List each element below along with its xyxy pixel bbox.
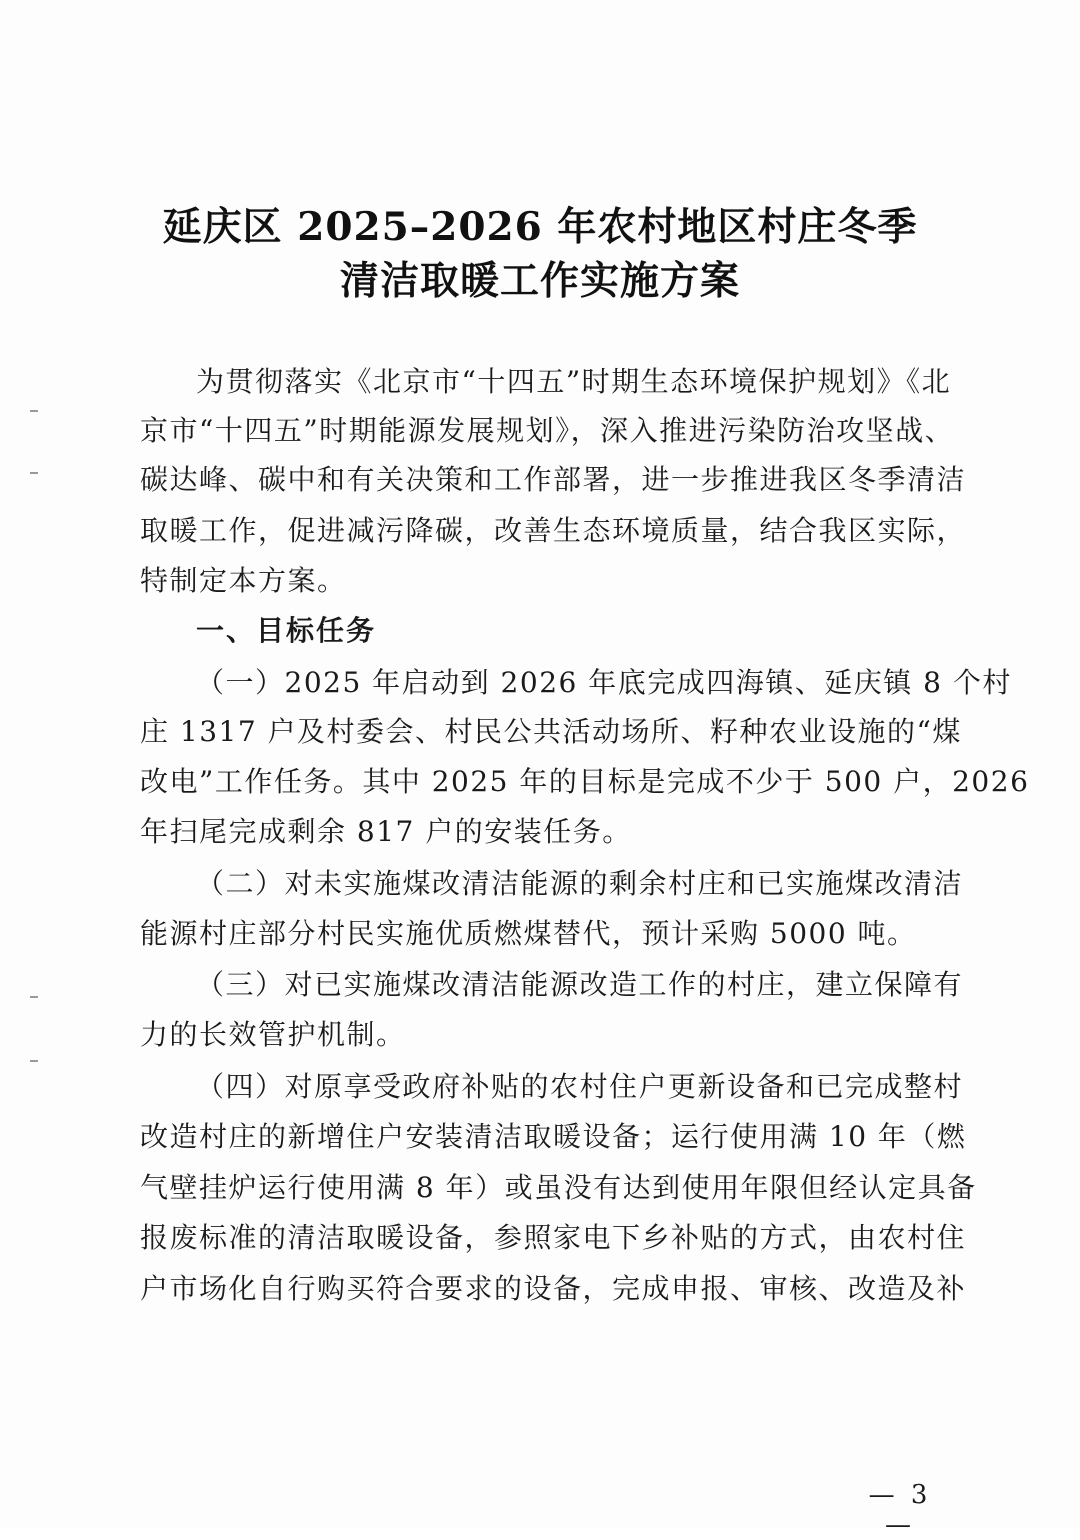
paragraph-line: 户市场化自行购买符合要求的设备，完成申报、审核、改造及补 bbox=[140, 1272, 967, 1305]
section-heading: 一、目标任务 bbox=[196, 614, 377, 647]
paragraph-line: 为贯彻落实《北京市“十四五”时期生态环境保护规划》《北 bbox=[196, 365, 952, 398]
paragraph-line: 碳达峰、碳中和有关决策和工作部署，进一步推进我区冬季清洁 bbox=[140, 463, 967, 496]
paragraph-line: 特制定本方案。 bbox=[140, 564, 347, 597]
paragraph-line: （四）对原享受政府补贴的农村住户更新设备和已完成整村 bbox=[196, 1070, 964, 1103]
paragraph-line: （三）对已实施煤改清洁能源改造工作的村庄，建立保障有 bbox=[196, 968, 964, 1001]
document-title-line-1: 延庆区 2025–2026 年农村地区村庄冬季 bbox=[162, 204, 918, 250]
paragraph-line: 改造村庄的新增住户安装清洁取暖设备；运行使用满 10 年（燃 bbox=[140, 1120, 967, 1153]
paragraph-line: 年扫尾完成剩余 817 户的安装任务。 bbox=[140, 815, 632, 848]
paragraph-line: 能源村庄部分村民实施优质燃煤替代，预计采购 5000 吨。 bbox=[140, 917, 917, 950]
paragraph-line: 京市“十四五”时期能源发展规划》，深入推进污染防治攻坚战、 bbox=[140, 414, 955, 447]
paragraph-line: （二）对未实施煤改清洁能源的剩余村庄和已实施煤改清洁 bbox=[196, 867, 964, 900]
document-title-line-2: 清洁取暖工作实施方案 bbox=[339, 258, 740, 304]
paragraph-line: 气壁挂炉运行使用满 8 年）或虽没有达到使用年限但经认定具备 bbox=[140, 1171, 977, 1204]
paragraph-line: 力的长效管护机制。 bbox=[140, 1018, 406, 1051]
paragraph-line: 报废标准的清洁取暖设备，参照家电下乡补贴的方式，由农村住 bbox=[140, 1221, 967, 1254]
scan-margin-mark bbox=[30, 410, 38, 412]
page-number: — 3 — bbox=[868, 1480, 932, 1540]
scan-margin-mark bbox=[30, 996, 38, 998]
paragraph-line: 庄 1317 户及村委会、村民公共活动场所、籽种农业设施的“煤 bbox=[140, 715, 962, 748]
paragraph-line: （一）2025 年启动到 2026 年底完成四海镇、延庆镇 8 个村 bbox=[196, 666, 1012, 699]
scan-margin-mark bbox=[30, 1060, 38, 1062]
paragraph-line: 改电”工作任务。其中 2025 年的目标是完成不少于 500 户，2026 bbox=[140, 765, 1030, 798]
scan-margin-mark bbox=[30, 472, 38, 474]
paragraph-line: 取暖工作，促进减污降碳，改善生态环境质量，结合我区实际， bbox=[140, 514, 967, 547]
